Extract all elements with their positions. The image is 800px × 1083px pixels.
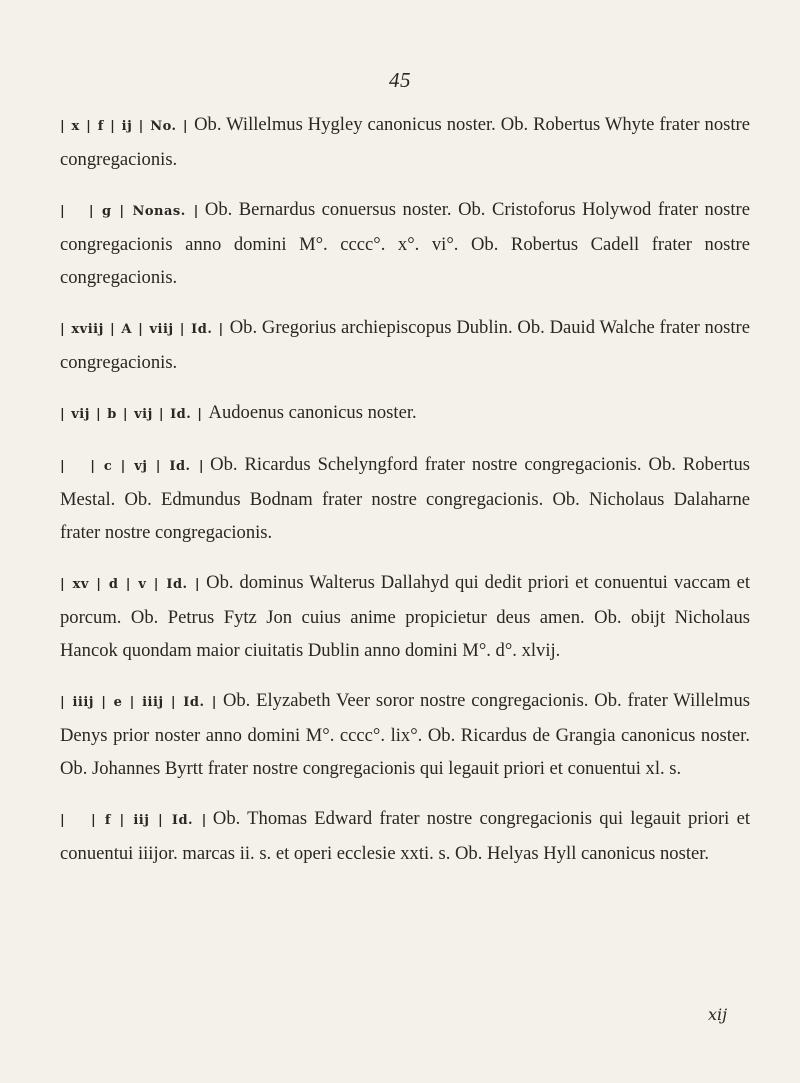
calendar-entry: [60, 108, 750, 176]
calendar-entry: [60, 684, 750, 785]
calendar-marks: | | g | Nonas. |: [60, 204, 199, 219]
calendar-marks: | x | f | ij | No. |: [60, 119, 189, 134]
calendar-entry: [60, 396, 750, 431]
calendar-entry: [60, 566, 750, 667]
entry-text: Ob. Ricardus Schelyngford frater nostre congregacionis. Ob. Robertus Mestal. Ob. Edmundus Bodnam frater nostre congregacionis. Ob. Nicholaus Dalaharne frater nostre congregacionis.: [60, 454, 750, 543]
entry-text: Ob. Willelmus Hygley canonicus noster. Ob. Robertus Whyte frater nostre congregacionis.: [60, 114, 750, 170]
entry-text: Ob. Gregorius archiepiscopus Dublin. Ob. Dauid Walche frater nostre congregacionis.: [60, 317, 750, 373]
calendar-marks: | xviij | A | viij | Id. |: [60, 322, 224, 337]
calendar-marks: | xv | d | v | Id. |: [60, 577, 201, 592]
calendar-entry: [60, 802, 750, 870]
obituary-entries: [60, 108, 750, 870]
page-number: 45: [389, 68, 411, 92]
entry-text: Ob. dominus Walterus Dallahyd qui dedit priori et conuentui vaccam et porcum. Ob. Petrus Fytz Jon cuius anime propicietur deus amen. Ob. obijt Nicholaus Hancok quondam maior ciuitatis Dublin anno domini M°. d°. xlvij.: [60, 572, 751, 661]
entry-text: Ob. Bernardus conuersus noster. Ob. Cristoforus Holywod frater nostre congregacionis anno domini M°. cccc°. x°. vi°. Ob. Robertus Cadell frater nostre congregacionis.: [60, 199, 750, 288]
entry-text: Audoenus canonicus noster.: [208, 402, 417, 423]
calendar-marks: | iiij | e | iiij | Id. |: [60, 695, 217, 710]
calendar-marks: | vij | b | vij | Id. |: [60, 407, 203, 422]
entry-text: Ob. Elyzabeth Veer soror nostre congregacionis. Ob. frater Willelmus Denys prior noster anno domini M°. cccc°. lix°. Ob. Ricardus de Grangia canonicus noster. Ob. Johannes Byrtt frater nostre congregacionis qui legauit priori et conuentui xl. s.: [60, 690, 750, 779]
catchword: xij: [708, 1005, 728, 1024]
calendar-entry: [60, 448, 750, 549]
calendar-entry: [60, 311, 750, 379]
calendar-entry: [60, 193, 750, 294]
calendar-marks: | | c | vj | Id. |: [60, 459, 205, 474]
calendar-marks: | | f | iij | Id. |: [60, 813, 207, 828]
entry-text: Ob. Thomas Edward frater nostre congregacionis qui legauit priori et conuentui iiijor. marcas ii. s. et operi ecclesie xxti. s. Ob. Helyas Hyll canonicus noster.: [60, 808, 750, 864]
